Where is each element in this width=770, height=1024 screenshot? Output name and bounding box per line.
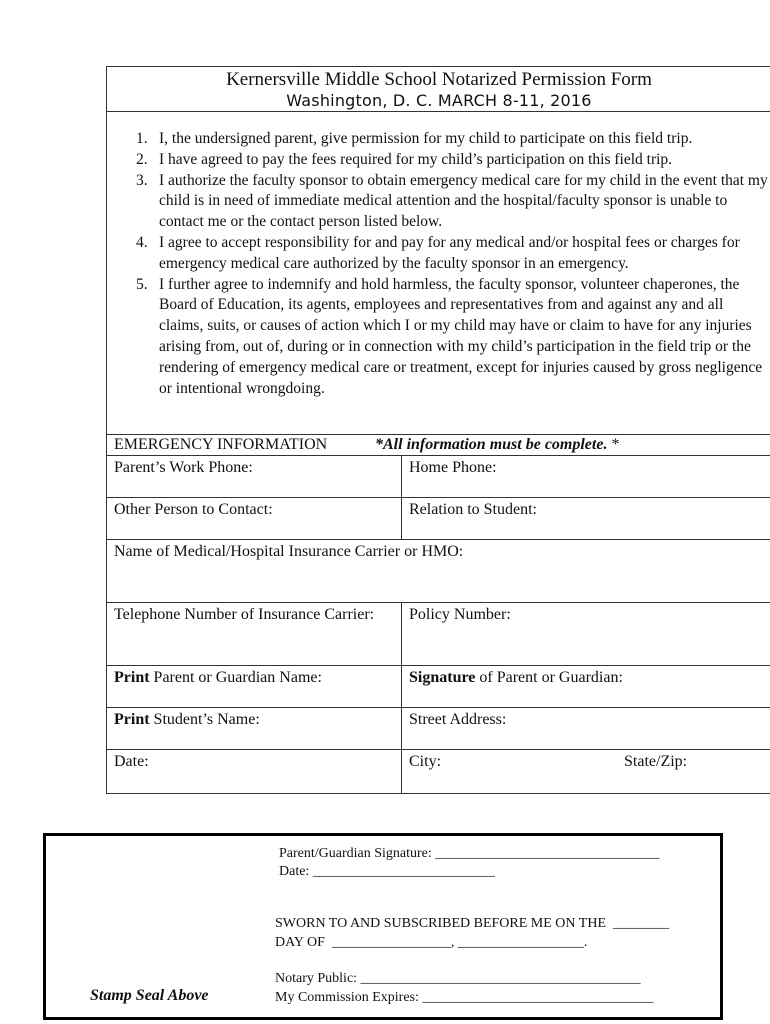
column-divider — [401, 456, 402, 498]
term-item: 3. I authorize the faculty sponsor to obtain emergency medical care for my child in the event that my child is in need of immediate medical attention and the hospital/faculty sponsor is unable to contact me or the contact person listed below. — [136, 171, 768, 231]
form-title: Kernersville Middle School Notarized Permission Form — [226, 69, 652, 90]
column-divider — [401, 708, 402, 750]
emergency-label: EMERGENCY INFORMATION — [114, 436, 328, 453]
contact-row — [107, 497, 770, 540]
home-phone-label: Home Phone: — [409, 459, 497, 476]
street-address-label: Street Address: — [409, 711, 507, 728]
form-header — [107, 67, 770, 112]
column-divider — [401, 666, 402, 708]
date-label: Date: — [114, 753, 149, 770]
column-divider — [401, 603, 402, 666]
other-person-label: Other Person to Contact: — [114, 501, 273, 518]
emergency-note: *All information must be complete. * — [375, 436, 620, 453]
insurance-row — [107, 539, 770, 603]
policy-number-label: Policy Number: — [409, 606, 511, 623]
guardian-row — [107, 665, 770, 708]
student-row — [107, 707, 770, 750]
date-row — [107, 749, 770, 793]
state-zip-label: State/Zip: — [624, 753, 688, 770]
column-divider — [401, 498, 402, 540]
insurance-phone-label: Telephone Number of Insurance Carrier: — [114, 606, 375, 623]
terms-section — [107, 111, 770, 433]
sworn-line: SWORN TO AND SUBSCRIBED BEFORE ME ON THE ________ — [275, 916, 669, 931]
form-subtitle: Washington, D. C. MARCH 8-11, 2016 — [286, 91, 592, 110]
city-label: City: — [409, 753, 442, 770]
emergency-header-row — [107, 434, 770, 456]
term-item: 4. I agree to accept responsibility for and pay for any medical and/or hospital fees or charges for emergency medical care authorized by the faculty sponsor in an emergency. — [136, 233, 740, 272]
commission-expires-line: My Commission Expires: _________________________________ — [275, 990, 654, 1005]
day-of-line: DAY OF _________________, __________________. — [275, 935, 588, 950]
notary-date-line: Date: __________________________ — [279, 864, 495, 879]
relation-label: Relation to Student: — [409, 501, 537, 518]
terms-list — [136, 129, 768, 399]
stamp-seal-label: Stamp Seal Above — [90, 987, 209, 1004]
notary-public-line: Notary Public: ________________________________________ — [275, 971, 641, 986]
phones-row — [107, 455, 770, 498]
term-item: 2. I have agreed to pay the fees required for my child’s participation on this field trip. — [136, 150, 673, 168]
parent-name-label: Print Parent or Guardian Name: — [114, 669, 322, 686]
student-name-label: Print Student’s Name: — [114, 711, 260, 728]
term-item: 5. I further agree to indemnify and hold harmless, the faculty sponsor, volunteer chaperones, the Board of Education, its agents, employees and representatives from and against any and all claims, suits, or causes of action which I or my child may have or claim to have for any injuries arising from, out of, during or in connection with my child’s participation in the field trip or the rendering of emergency medical care or treatment, except for injuries caused by gross negligence or intentional wrongdoing. — [136, 275, 763, 397]
permission-form — [106, 66, 770, 794]
notary-box — [43, 833, 723, 1020]
guardian-signature-label: Signature of Parent or Guardian: — [409, 669, 623, 686]
column-divider — [401, 750, 402, 793]
parent-work-phone-label: Parent’s Work Phone: — [114, 459, 253, 476]
guardian-signature-line: Parent/Guardian Signature: ________________________________ — [279, 846, 660, 861]
insurance-carrier-label: Name of Medical/Hospital Insurance Carrier or HMO: — [114, 543, 464, 560]
insurance-phone-row — [107, 602, 770, 666]
term-item: 1. I, the undersigned parent, give permission for my child to participate on this field trip. — [136, 130, 693, 147]
